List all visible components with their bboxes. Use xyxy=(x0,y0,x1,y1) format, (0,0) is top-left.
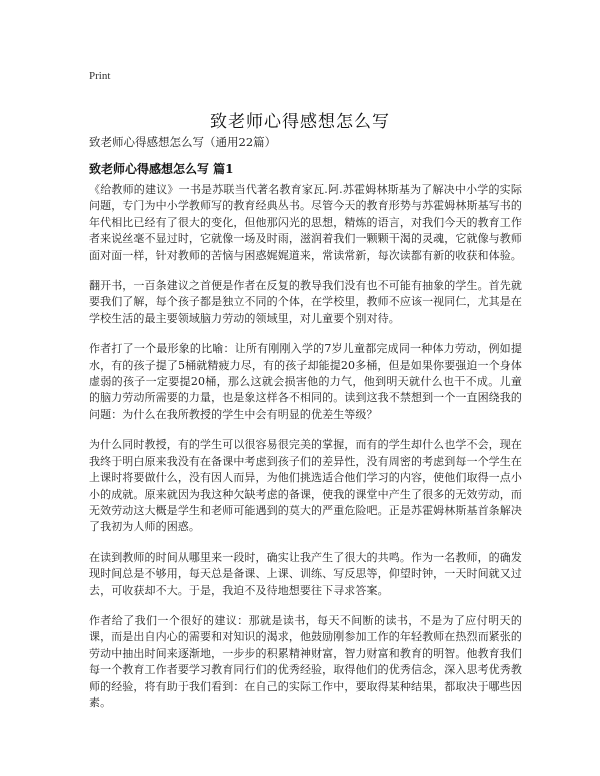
body-text xyxy=(89,182,522,725)
paragraph: 作者打了一个最形象的比喻：让所有刚刚入学的7岁儿童都完成同一种体力劳动，例如提水，有的孩子提了5桶就精疲力尽，有的孩子却能提20多桶，但是如果你要强迫一个身体虚弱的孩子一定要提20桶，那么这就会损害他的力气，他到明天就什么也干不成。儿童的脑力劳动所需要的力量，也是象这样各不相同的。读到这我不禁想到一个一直困绕我的问题：为什么在我所教授的学生中会有明显的优差生等级？ xyxy=(89,342,522,421)
document-title: 致老师心得感想怎么写 xyxy=(210,112,390,133)
document-subtitle: 致老师心得感想怎么写（通用22篇） xyxy=(89,135,277,149)
paragraph: 在读到教师的时间从哪里来一段时，确实让我产生了很大的共鸣。作为一名教师，的确发现时间总是不够用，每天总是备课、上课、训练、写反思等，仰望时钟，一天时间就又过去，可收获却不大。于是，我迫不及待地想要往下寻求答案。 xyxy=(89,550,522,597)
print-label: Print xyxy=(89,70,111,82)
paragraph: 翻开书，一百条建议之首便是作者在反复的教导我们没有也不可能有抽象的学生。首先就要我们了解，每个孩子都是独立不同的个体，在学校里，教师不应该一视同仁，尤其是在学校生活的最主要领域脑力劳动的领域里，对儿童要个别对待。 xyxy=(89,279,522,325)
paragraph: 为什么同时教授，有的学生可以很容易很完美的掌握，而有的学生却什么也学不会，现在我终于明白原来我没有在备课中考虑到孩子们的差异性，没有周密的考虑到每一个学生在上课时将要做什么，没有因人而异，为他们挑选适合他们学习的内容，使他们取得一点小小的成就。原来就因为我这种欠缺考虑的备课，使我的课堂中产生了很多的无效劳动，而无效劳动这大概是学生和老师可能遇到的莫大的严重危险吧。正是苏霍姆林斯基首条解决了我初为人师的困惑。 xyxy=(89,438,522,534)
paragraph: 作者给了我们一个很好的建议：那就是读书，每天不间断的读书，不是为了应付明天的课，而是出自内心的需要和对知识的渴求，他鼓励刚参加工作的年轻教师在热烈而紧张的劳动中抽出时间来逐渐地，一步步的积累精神财富，智力财富和教育的明智。他教育我们每一个教育工作者要学习教育同行们的优秀经验，取得他们的优秀信念，深入思考优秀教师的经验，将有助于我们看到：在自己的实际工作中，要取得某种结果，都取决于哪些因素。 xyxy=(89,613,522,709)
section-heading: 致老师心得感想怎么写 篇1 xyxy=(89,162,234,176)
paragraph: 《给教师的建议》一书是苏联当代著名教育家瓦.阿.苏霍姆林斯基为了解决中小学的实际问题，专门为中小学教师写的教育经典丛书。尽管今天的教育形势与苏霍姆林斯基写书的年代相比已经有了很大的变化，但他那闪光的思想，精炼的语言，对我们今天的教育工作者来说丝毫不显过时，它就像一场及时雨，滋润着我们一颗颗干渴的灵魂，它就像与教师面对面一样，针对教师的苦恼与困惑娓娓道来，常读常新，每次读都有新的收获和体验。 xyxy=(89,183,522,262)
